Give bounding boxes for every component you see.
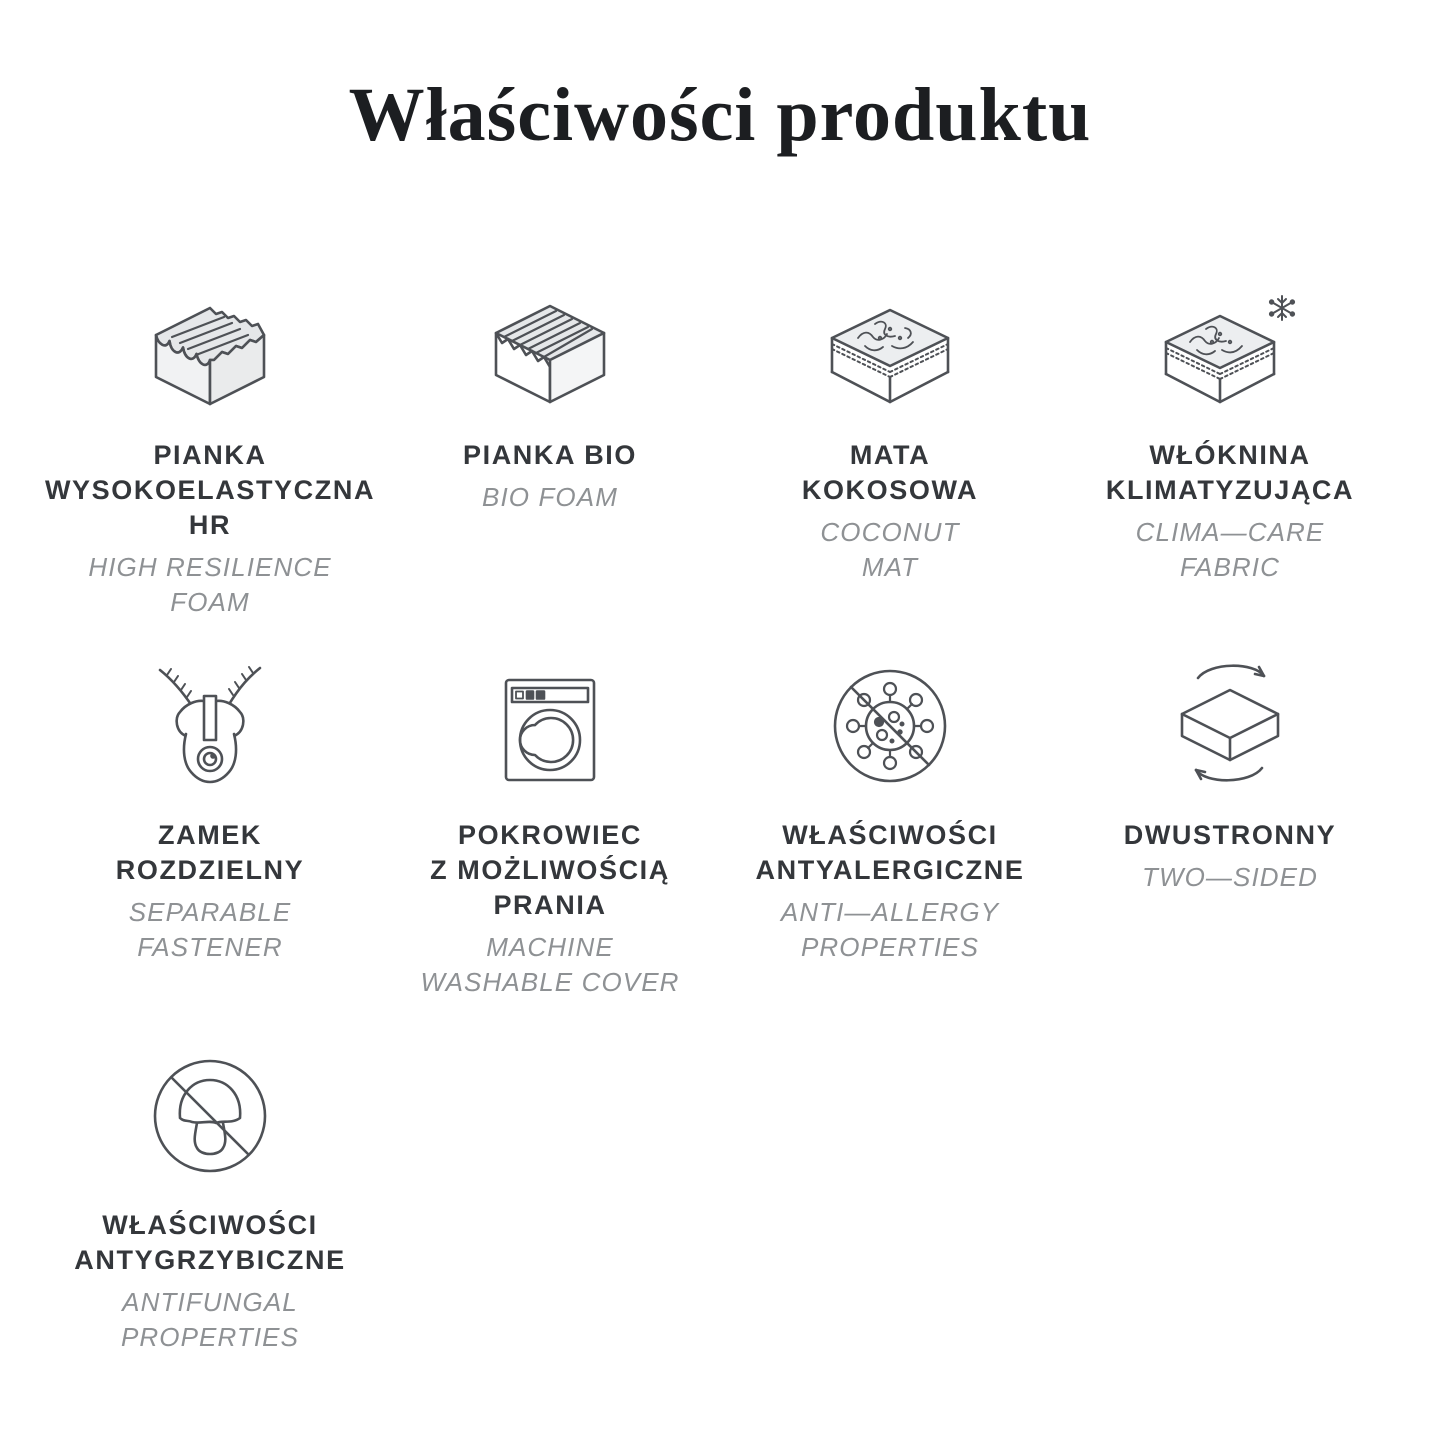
feature-subtitle-line: BIO FOAM (482, 482, 618, 512)
antifungal-icon (150, 1056, 270, 1176)
feature-label (116, 818, 305, 888)
feature-subtitle-line: FABRIC (1179, 552, 1280, 582)
feature-subtitle-line: SEPARABLE (128, 897, 292, 927)
feature-label-line: HR (188, 510, 232, 540)
feature-subtitle (1142, 860, 1318, 895)
feature-subtitle-line: FOAM (170, 587, 250, 617)
feature-label (756, 818, 1025, 888)
feature-item-wloknina-klimatyzujaca (1065, 256, 1395, 585)
feature-label-line: PIANKA (153, 440, 267, 470)
feature-subtitle-line: PROPERTIES (800, 932, 980, 962)
feature-subtitle (482, 480, 618, 515)
feature-label-line: ANTYGRZYBICZNE (74, 1245, 346, 1275)
feature-label-line: MATA (849, 440, 931, 470)
feature-subtitle-line: HIGH RESILIENCE (88, 552, 332, 582)
feature-subtitle-line: PROPERTIES (120, 1322, 300, 1352)
bio-foam-icon (490, 300, 610, 406)
washing-machine-icon (500, 674, 600, 786)
separable-zipper-icon (154, 662, 266, 786)
feature-subtitle (129, 895, 292, 965)
clima-fabric-icon (1162, 294, 1298, 406)
feature-item-zamek-rozdzielny (45, 636, 375, 965)
feature-label (802, 438, 978, 508)
feature-item-wlasciwosci-antygrzybiczne (45, 1026, 375, 1355)
feature-item-pokrowiec-z-mozliwoscia-prania (385, 636, 715, 1000)
feature-icon-slot (154, 636, 266, 786)
feature-icon-slot (150, 1026, 270, 1176)
feature-icon-slot (500, 636, 600, 786)
feature-subtitle (820, 515, 959, 585)
coconut-mat-icon (828, 304, 952, 406)
feature-label (463, 438, 637, 473)
feature-subtitle-line: ANTI—ALLERGY (780, 897, 1000, 927)
feature-subtitle-line: MAT (861, 552, 919, 582)
feature-label-line: DWUSTRONNY (1123, 820, 1337, 850)
feature-label-line: POKROWIEC (458, 820, 642, 850)
feature-label-line: KOKOSOWA (801, 475, 979, 505)
feature-icon-slot (830, 636, 950, 786)
feature-label-line: Z MOŻLIWOŚCIĄ (430, 855, 670, 885)
feature-icon-slot (1162, 256, 1298, 406)
two-sided-icon (1178, 656, 1282, 786)
feature-label-line: WŁAŚCIWOŚCI (102, 1210, 318, 1240)
feature-label-line: WŁÓKNINA (1149, 440, 1311, 470)
feature-subtitle (781, 895, 999, 965)
feature-label-line: KLIMATYZUJĄCA (1105, 475, 1355, 505)
feature-label-line: PRANIA (493, 890, 607, 920)
feature-label-line: WYSOKOELASTYCZNA (44, 475, 376, 505)
feature-label-line: PIANKA BIO (462, 440, 637, 470)
page-title: Właściwości produktu (348, 73, 1092, 157)
feature-label-line: ROZDZIELNY (115, 855, 305, 885)
feature-label (74, 1208, 345, 1278)
feature-subtitle-line: WASHABLE COVER (420, 967, 680, 997)
feature-item-wlasciwosci-antyalergiczne (725, 636, 1055, 965)
feature-icon-slot (150, 256, 270, 406)
feature-subtitle (420, 930, 679, 1000)
snowflake-glyph (1270, 296, 1294, 320)
feature-subtitle-line: MACHINE (486, 932, 614, 962)
feature-label-line: ANTYALERGICZNE (755, 855, 1025, 885)
feature-item-dwustronny (1065, 636, 1395, 895)
feature-label (1124, 818, 1337, 853)
feature-subtitle (88, 550, 331, 620)
feature-label (45, 438, 375, 543)
feature-label (1106, 438, 1354, 508)
feature-item-pianka-wysokoelastyczna (45, 256, 375, 620)
feature-label-line: WŁAŚCIWOŚCI (782, 820, 998, 850)
feature-label (430, 818, 670, 923)
feature-subtitle (1136, 515, 1325, 585)
feature-icon-slot (828, 256, 952, 406)
feature-label-line: ZAMEK (158, 820, 262, 850)
feature-subtitle (121, 1285, 299, 1355)
hr-foam-icon (150, 302, 270, 406)
anti-allergy-icon (830, 666, 950, 786)
feature-item-mata-kokosowa (725, 256, 1055, 585)
feature-icon-slot (490, 256, 610, 406)
feature-subtitle-line: FASTENER (137, 932, 283, 962)
feature-subtitle-line: TWO—SIDED (1141, 862, 1318, 892)
feature-subtitle-line: ANTIFUNGAL (122, 1287, 298, 1317)
feature-icon-slot (1178, 636, 1282, 786)
features-grid (40, 256, 1400, 1355)
feature-subtitle-line: COCONUT (820, 517, 960, 547)
feature-item-pianka-bio (385, 256, 715, 515)
feature-subtitle-line: CLIMA—CARE (1135, 517, 1325, 547)
